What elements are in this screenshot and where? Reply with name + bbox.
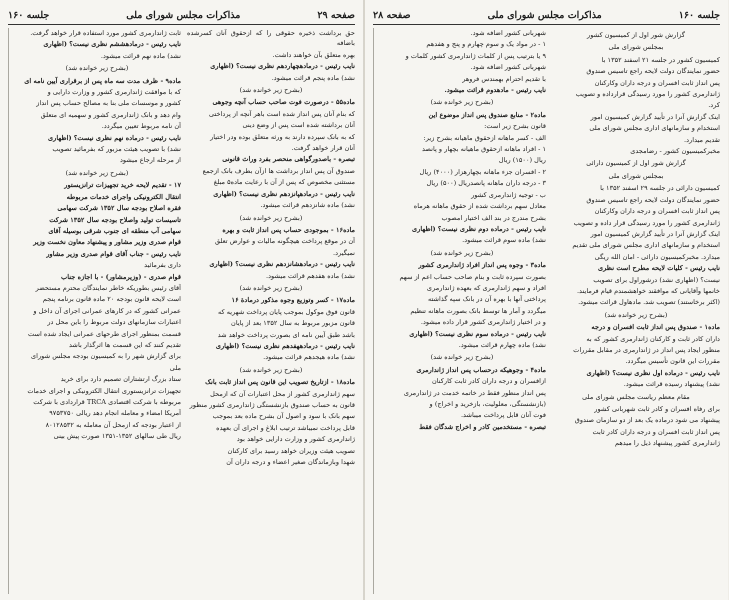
article-line: ماده۲ - منابع صندوق پس انداز موضوع این xyxy=(428,110,546,119)
text-line: منظور ایجاد پس انداز در ژاندارمری در مقابل مقررات xyxy=(573,345,720,354)
publication-title: مذاکرات مجلس شورای ملی xyxy=(487,9,602,21)
text-line: آنان برداشته شده است پس از وضع دینی xyxy=(242,121,355,130)
article-line: تاسیسات تولید واصلاح بودجه سال ۱۳۵۲ شرکت xyxy=(49,215,181,224)
text-line: نشد) پیشنهاد رسیده قرائت میشود. xyxy=(623,380,720,389)
text-line: فوت آنان قابل پرداخت میباشد. xyxy=(460,411,546,420)
text-line: تصویب هیئت وزیران خواهد رسید برای کارکنان xyxy=(227,446,355,455)
text-line: حضور نمایندگان دولت لایحه راجع تاسیس صندوق xyxy=(586,195,720,204)
text-line: نشد) ماده سوم قرائت میشود. xyxy=(462,236,546,245)
text-line: مخبرکمیسیون کشور - رضامجدی xyxy=(630,147,720,156)
text-line: باشد طبق آیین نامه ای بصورت پرداخت خواهد شد xyxy=(217,330,355,339)
text-line: بهره متعلق بآن خواهند داشت. xyxy=(272,50,355,59)
article-line: انتقال الکترونیکی واجرای خدمات مربوطه xyxy=(66,192,181,201)
text-line: تجهیزات ترانزیستوری انتقال الکترونیکی و اجرای خدمات xyxy=(27,386,181,395)
reading-note: مقام معظم ریاست مجلس شورای ملی xyxy=(582,392,690,401)
text-line: ژاندارمری کشور و وزارت دارایی خواهد بود xyxy=(236,435,355,444)
text-line: کمیسیون کشور در جلسه ۲۱ اسفند ۱۳۵۲ با xyxy=(601,55,720,64)
text-line: بشرح مندرج در بند الف اختیار امصوب xyxy=(441,213,546,222)
text-line: آن نامه مربوط تعیین میگردد. xyxy=(101,122,181,131)
text-line: کمیسیون دارائی در جلسه ۲۹ اسفند ۱۳۵۲ با xyxy=(600,184,720,193)
text-line: قانون بشرح زیر است: xyxy=(484,122,546,131)
text-line: افراد و سهم ژاندارمری که بعهده ژاندارمری xyxy=(426,283,546,292)
article-line: ماده۱۶ - بموجودی حساب پس انداز ثابت و بهره xyxy=(222,225,355,234)
reading-note: (بشرح زیر خوانده شد) xyxy=(430,353,494,362)
reading-note: (بشرح زیر خوانده شد) xyxy=(65,64,129,73)
speaker-line: نایب رئیس - درمادهششم نظری نیست؟ (اظهاری xyxy=(43,40,181,49)
text-line: که بنام آنان پس انداز شده است باهر آنچه از پرداختی xyxy=(209,109,355,118)
text-line: قسمت بمنظور اجرای طرحهای عمرانی ایجاد شده است xyxy=(27,329,181,338)
text-line: که با موافقت ژاندارمری کشور و وزارت دارایی و xyxy=(47,88,181,97)
text-line: که به بانک سپرده دارند به ورثه متعلق بوده ودر اختیار xyxy=(210,132,355,141)
text-line: سهم بانک با سود و اصول آن بشرح ماده بعد بموجب xyxy=(212,412,355,421)
text-line: مستثنی مخصوص که پس از آن با رعایت ماده۵ مبلغ xyxy=(213,178,355,187)
right-page-left-column xyxy=(373,28,546,594)
text-line: نشد) ماده هیجدهم قرائت میشود. xyxy=(263,353,355,362)
text-line: اینک گزارش آنرا در تأیید گزارش کمیسیون امور xyxy=(590,112,720,121)
article-line: ماده۹ - ظرف مدت سه ماه پس از برقراری آیین نامه ای xyxy=(24,76,181,85)
text-line: اعتبارات سازمانهای دولت مربوط را باین محل در xyxy=(47,318,181,327)
text-line: قابل پرداخت نمیباشد ترتیب ابلاغ و اجرای آن بعهده xyxy=(216,423,355,432)
text-line: برای گزارش شهر را به کمیسیون بودجه مجلس شورای xyxy=(30,352,181,361)
speaker-line: نایب رئیس - کلیات لایحه مطرح است نظری xyxy=(597,264,720,273)
speaker-line: نایب رئیس - جناب آقای قوام صدری وزیر مشاور xyxy=(46,249,181,258)
text-line: ژاندارمری کشور را مورد رسیدگی قرارداده و تصویب xyxy=(575,90,720,99)
article-line: ماده۵۵ - درصورت فوت صاحب حساب آنچه وجوهی xyxy=(212,98,355,107)
text-line: سهم ژاندارمری کشور از محل اعتبارات آن که ازمحل xyxy=(210,389,355,398)
text-line: ریال (۱۵۰۰) ریال xyxy=(498,156,546,165)
speaker-line: نایب رئیس - درماده سوم نظری نیست؟ (اظهاری xyxy=(409,329,546,338)
text-line: داران کادر ثابت و کارکنان ژاندارمری کشور که به xyxy=(586,334,720,343)
speaker-line: قوام صدری - (وزیرمشاور) - با اجازه جناب xyxy=(61,272,181,281)
text-line: تقدیم میدارد. xyxy=(684,135,720,144)
text-line: برای رفاه افسران و کادر ثابت شهربانی کشور xyxy=(594,405,720,413)
text-line: عمرانی کشور که در کارهای عمرانی اجرای آن داخل و xyxy=(33,306,181,315)
reading-note: گزارش شور اول از کمیسیون کشور xyxy=(587,31,685,39)
article-line: فقره اصلاح بودجه سال ۱۳۵۲ شرکت سهامی xyxy=(57,204,181,213)
speaker-line: نایب رئیس - درمادهشانزدهم نظری نیست؟ (اظهاری xyxy=(209,260,355,269)
text-line: استخدام و سازمانهای اداری مجلس شورای ملی تقدیم xyxy=(572,241,720,250)
text-line: نشد) با تصویب هیئت مزبور که بفرمائید تصویب xyxy=(52,145,181,154)
text-line: پرداختی آنها با بهره آن در بانک سپه گذاشته xyxy=(427,295,546,304)
article-line: ماده۴ - وجوهیکه درحساب پس انداز ژاندارمری xyxy=(416,365,546,374)
article-line: ماده۱ - صندوق پس انداز ثابت افسران و درجه xyxy=(591,323,720,332)
session-number: جلسه ۱۶۰ xyxy=(678,9,720,21)
article-line: ۱۷ - تقدیم لایحه خرید تجهیزات ترانزیستور xyxy=(64,181,181,190)
article-line: ماده۱۷ - کسر وتوزیع وجوه مذکور درمادة ۱۶ xyxy=(231,296,355,305)
publication-title: مذاکرات مجلس شورای ملی xyxy=(126,9,241,21)
reading-note: (بشرح زیر خوانده شد) xyxy=(239,283,303,292)
text-line: نشد) ماده هفدهم قرائت میشود. xyxy=(266,271,355,280)
text-line: بصورت سپرده ثابت و بنام صاحب حساب اعم از سهم xyxy=(399,272,546,281)
text-line: ریال طی سالهای ۱۳۵۲-۱۳۵۱ صورت پیش بینی xyxy=(53,432,181,441)
text-line: ۲ - افسران جزء ماهانه بچهارهزار (۴۰۰۰) ریال xyxy=(419,167,546,176)
speaker-line: نایب رئیس - درماده نهم نظری نیست؟ (اظهاری xyxy=(47,133,181,142)
page-number: صفحه ۲۸ xyxy=(373,9,411,21)
article-line: ماده۱۸ - ازتاریخ تصویب این قانون پس انداز ثابت بانک xyxy=(205,378,355,387)
text-line: آمریکا امضاء و معامله انجام دهد ریالی ۹۷۵۳۷۵۰ xyxy=(49,409,181,418)
page-29 xyxy=(0,0,364,600)
text-line: ژاندارمری کشور پیشنهاد ذیل را میدهم xyxy=(614,439,720,448)
text-line: شهربانی کشور اضافه شود. xyxy=(470,29,546,37)
text-line: ۱ - در مواد یک و سوم چهارم و پنج و هفدهم xyxy=(426,40,546,49)
reading-note: گزارش شور اول از کمیسیون دارائی xyxy=(586,159,686,168)
text-line: پس انداز ثابت افسران و درجه داران وکارکنان xyxy=(594,78,720,87)
text-line: تقدیم کنند که این قسمت ها اثرگذار باشد xyxy=(68,340,181,349)
article-line: ماده۳ - وجوه پس انداز افراد ژاندارمری کشور xyxy=(418,261,546,270)
text-line: پس انداز ثابت افسران و درجه داران کادر ثابت xyxy=(592,427,720,436)
text-line: الف - کسر ماهانه ازحقوق ماهیانه بشرح زیر: xyxy=(423,133,546,142)
article-line: سهامی آب منطقه ای جنوب شرقی بوسیله آقای xyxy=(48,226,181,235)
running-head xyxy=(373,6,720,25)
article-line: تبصره - مستخدمین کادر و اخراج شدگان فقط xyxy=(419,422,546,431)
text-line: قانون فوق موکول بموجب پایان پرداخت شهریه که xyxy=(217,307,355,316)
text-line: و در اختیار ژاندارمری کشور قرار داده میشود. xyxy=(420,318,546,327)
text-line: نشد) ماده شانزدهم قرائت میشود. xyxy=(260,201,355,210)
text-line: پیشنهاد می شود درماده یک بعد از دو سازمان صندوق xyxy=(574,416,720,425)
text-line: (بازنشستگی، معلولیت، بازخرید و اخراج) و xyxy=(429,400,546,408)
text-line: شهدا وبازماندگان صغیر اعضاء و درجه داران آن xyxy=(226,458,355,467)
text-line: ملی xyxy=(169,363,181,372)
text-line: کرد. xyxy=(708,101,720,110)
text-line: نیست؟ (اظهاری نشد) درشوراول برای تصویب xyxy=(593,275,720,284)
running-head xyxy=(8,6,355,25)
text-line: نشد) ماده نهم قرائت میشود. xyxy=(100,51,181,60)
speaker-line: نایب رئیس - درمادههفدهم نظری نیست؟ (اظهاری xyxy=(215,341,355,350)
reading-note: بمجلس شورای ملی xyxy=(608,43,664,52)
text-line: شهربانی کشور اضافه شود. xyxy=(470,63,546,72)
text-line: پس انداز منظور فقط در خاتمه خدمت در ژاندارمری xyxy=(403,388,546,397)
text-line: اینک گزارش آنرا در تأیید گزارش کمیسیون امور xyxy=(590,229,720,238)
text-line: با تقدیم احترام بهمندس فروهر xyxy=(462,74,546,83)
text-line: ستاد بزرگ ارتشتاران تصمیم دارد برای خرید xyxy=(60,375,181,384)
text-line: استخدام و سازمانهای اداری مجلس شورای ملی xyxy=(589,124,720,133)
text-line: ۱ - افراد ماهانه ازحقوق ماهیانه بچهار و پانصد xyxy=(421,145,546,154)
session-number: جلسه ۱۶۰ xyxy=(8,9,50,21)
text-line: حضور نمایندگان دولت لایحه راجع تاسیس صندوق xyxy=(586,67,720,76)
text-line: قانون مزبور مربوط به سال ۱۳۵۲ بعد از پایان xyxy=(230,319,355,328)
text-line: معادل سهم برداشت شده از حقوق ماهانه هرماه xyxy=(413,202,546,211)
text-line: ژاندارمری کشور را مورد رسیدگی قرار داده و تصویب xyxy=(573,218,720,227)
text-line: آقای رئیس بطوریکه خاطر نمایندگان محترم مستحضر xyxy=(35,283,181,292)
text-line: آن در موقع پرداخت هیچگونه مالیات و عوارض تعلق xyxy=(214,237,355,246)
text-line: پس انداز ثابت افسران و درجه داران وکارکنان xyxy=(594,207,720,216)
article-line: قوام صدری وزیر مشاور و پیشنهاد معاون نخست وزیر xyxy=(33,238,181,247)
text-line: قانون به حساب صندوق بازنشستگی ژاندارمری کشور منظور xyxy=(189,401,355,409)
page-28 xyxy=(364,0,728,600)
speaker-line: نایب رئیس - مادهدوم قرائت میشود. xyxy=(444,86,546,95)
text-line: نشد) ماده پنجم قرائت میشود. xyxy=(271,73,355,82)
left-page-right-column xyxy=(187,28,355,594)
reading-note: (بشرح زیر خوانده شد) xyxy=(239,86,303,95)
text-line: مربوطه با شرکت اقتصادی TRCA قراردادی با شرکت xyxy=(33,398,181,406)
reading-note: (بشرح زیر خوانده شد) xyxy=(65,168,129,177)
text-line: آنان قرار خواهد گرفت. xyxy=(291,144,355,153)
left-page-left-column xyxy=(8,28,181,594)
text-line: داری بفرمائید xyxy=(144,261,181,270)
text-line: از اعتبار بودجه که ازمحل آن معامله به ۸۰۱۲۸۵۳۲ xyxy=(45,420,181,429)
reading-note: (بشرح زیر خوانده شد) xyxy=(604,310,668,319)
text-line: میدارد. مخبرکمیسیون دارائی - امان الله ریگی xyxy=(594,252,720,261)
text-columns xyxy=(373,28,720,594)
right-page-right-column xyxy=(552,28,720,594)
text-line: از مرحله ارجاع میشود xyxy=(119,156,181,165)
speaker-line: نایب رئیس - درمادهچهاردهم نظری نیست؟ (اظهاری xyxy=(210,62,355,71)
text-line: صندوق آن پس انداز برداشت ها ازآن بطرف بانک ازجمع xyxy=(202,166,355,175)
page-number: صفحه ۲۹ xyxy=(317,9,355,21)
text-line: ثابت ژاندارمری کشور مورد استفاده قرار خواهد گرفت. xyxy=(30,29,181,37)
text-line: است لایحه قانون بودجه ۲۰ ماده قانون برنامه پنجم xyxy=(42,295,181,304)
speaker-line: نایب رئیس - درمادهپانزدهم نظری نیست؟ (اظهاری xyxy=(213,189,355,198)
text-line: نشد) ماده چهارم قرائت میشود. xyxy=(458,340,546,349)
text-line: ب - توجیه ژاندارمری کشور xyxy=(471,190,546,199)
text-line: ۹ یا بترتیب پس از کلمات ژاندارمری کشور کلمات و xyxy=(405,51,546,60)
speaker-line: نایب رئیس - درماده دوم نظری نیست؟ (اظهاری xyxy=(412,224,546,233)
text-line: میگردد و آمار ها توسط بانک بصورت ماهانه تنظیم xyxy=(410,306,546,315)
text-line: نمیگیرد. xyxy=(333,248,355,257)
text-line: حق برداشت ذخیره حقوقی را که ازحقوق آنان کسرشده باضافه xyxy=(187,29,355,48)
text-line: (اکثر برخاستند) تصویب شد. مادهاول قرائت میشود. xyxy=(578,298,720,307)
article-line: تبصره - باصدورگواهی منحصر بفرد وراث قانونی xyxy=(222,155,355,164)
text-line: ازافسران و درجه داران کادر ثابت کارکنان xyxy=(431,377,546,386)
speaker-line: نایب رئیس - درماده اول نظری نیست؟ (اظهاری xyxy=(586,368,720,377)
text-line: کشور و موسسات ملی بنا به مصالح حساب پس انداز xyxy=(36,99,181,108)
reading-note: بمجلس شورای ملی xyxy=(608,171,664,180)
reading-note: (بشرح زیر خوانده شد) xyxy=(430,248,494,257)
text-columns xyxy=(8,28,355,594)
reading-note: (بشرح زیر خوانده شد) xyxy=(239,213,303,222)
text-line: وام دهد و بانک ژاندارمری کشور و سهمیه ای متعلق xyxy=(40,110,181,119)
text-line: خانمها وآقایانی که موافقند خواهشمندم قیام فرمایند. xyxy=(576,286,720,295)
text-line: مقررات این قانون تأسیس میگردد. xyxy=(625,357,720,366)
reading-note: (بشرح زیر خوانده شد) xyxy=(239,365,303,374)
text-line: ۳ - درجه داران ماهانه پانصدریال (۵۰۰) ریال xyxy=(426,179,546,188)
reading-note: (بشرح زیر خوانده شد) xyxy=(430,98,494,107)
